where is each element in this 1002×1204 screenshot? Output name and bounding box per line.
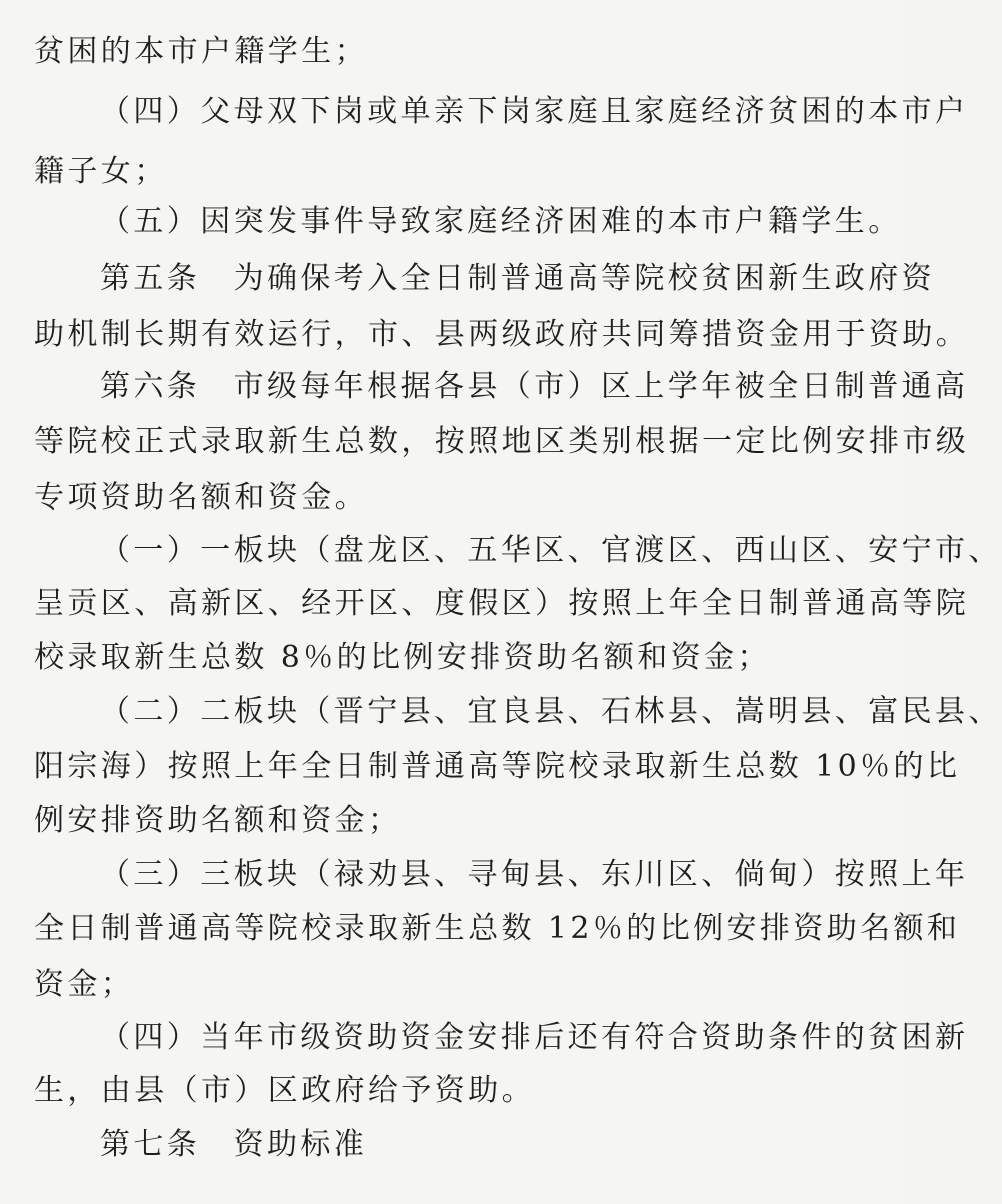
text-line: （一）一板块（盘龙区、五华区、官渡区、西山区、安宁市、 [100, 533, 1002, 568]
text-line: 例安排资助名额和资金； [34, 803, 402, 838]
text-line: 第七条 资助标准 [100, 1127, 368, 1162]
text-line: 呈贡区、高新区、经开区、度假区）按照上年全日制普通高等院 [34, 586, 970, 621]
text-line: 阳宗海）按照上年全日制普通高等院校录取新生总数 10％的比 [34, 749, 961, 784]
text-line: 校录取新生总数 8％的比例安排资助名额和资金； [34, 640, 771, 675]
text-line: 第五条 为确保考入全日制普通高等院校贫困新生政府资 [100, 261, 935, 296]
text-line: （三）三板块（禄劝县、寻甸县、东川区、倘甸）按照上年 [100, 857, 969, 892]
text-line: （四）父母双下岗或单亲下岗家庭且家庭经济贫困的本市户 [100, 94, 969, 129]
text-line: 籍子女； [34, 154, 168, 189]
text-line: 贫困的本市户籍学生； [34, 34, 368, 69]
text-line: 专项资助名额和资金。 [34, 480, 368, 515]
text-line: （二）二板块（晋宁县、宜良县、石林县、嵩明县、富民县、 [100, 694, 1002, 729]
text-line: 助机制长期有效运行，市、县两级政府共同筹措资金用于资助。 [34, 317, 970, 352]
text-line: 生，由县（市）区政府给予资助。 [34, 1073, 535, 1108]
text-line: （五）因突发事件导致家庭经济困难的本市户籍学生。 [100, 204, 902, 239]
text-line: 第六条 市级每年根据各县（市）区上学年被全日制普通高 [100, 369, 969, 404]
text-line: （四）当年市级资助资金安排后还有符合资助条件的贫困新 [100, 1020, 969, 1055]
text-line: 等院校正式录取新生总数，按照地区类别根据一定比例安排市级 [34, 424, 970, 459]
text-line: 资金； [34, 967, 135, 1002]
text-line: 全日制普通高等院校录取新生总数 12％的比例安排资助名额和 [34, 911, 961, 946]
